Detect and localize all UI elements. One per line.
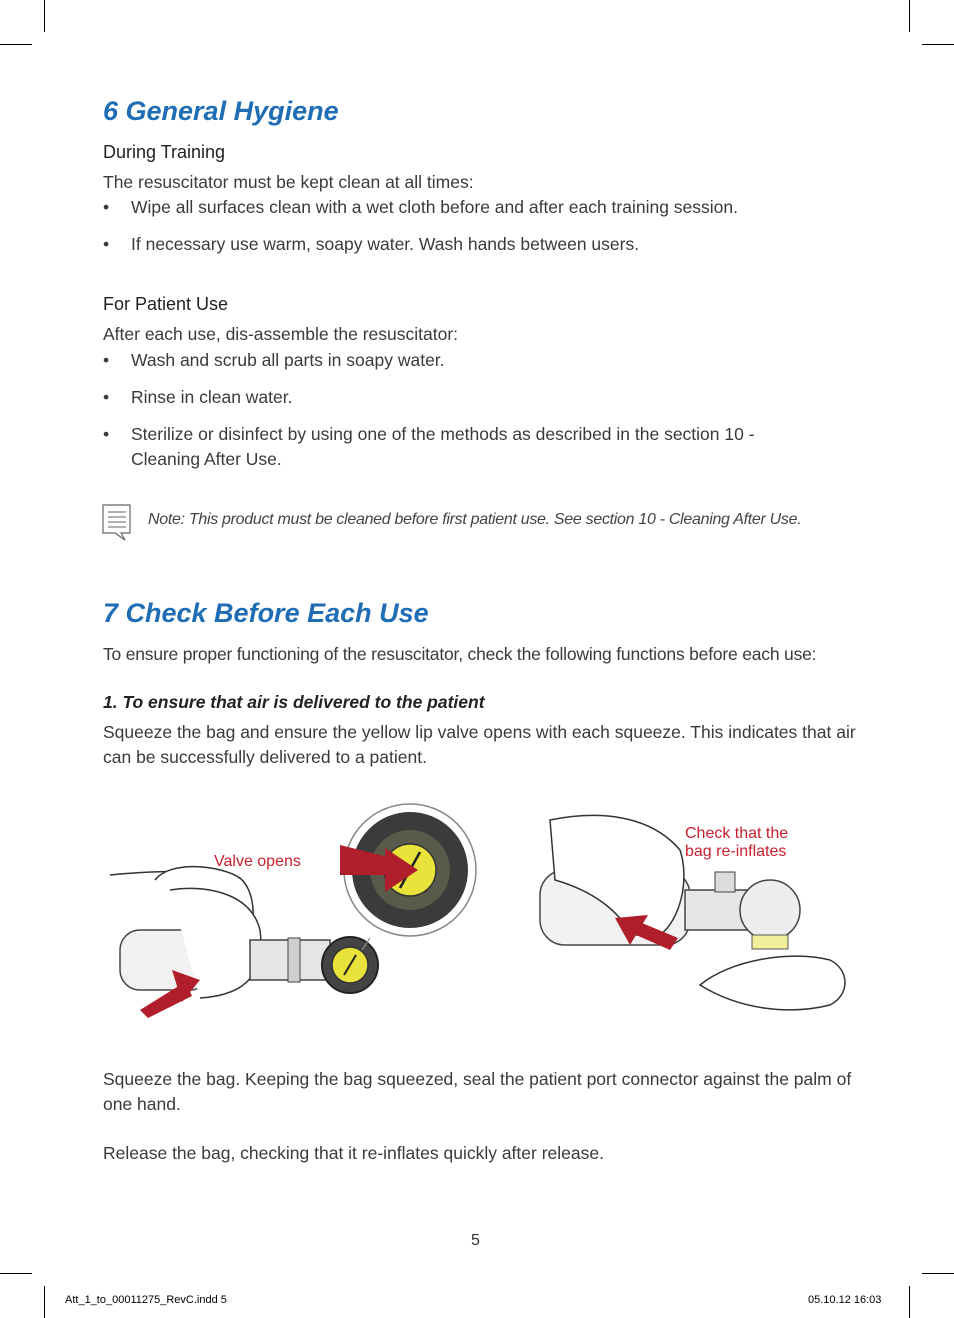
crop-mark bbox=[922, 1273, 954, 1274]
crop-mark bbox=[909, 1286, 910, 1318]
after-text-1: Squeeze the bag. Keeping the bag squeezed, seal the patient port connector against the palm of one hand. bbox=[103, 1069, 852, 1114]
patient-heading: For Patient Use bbox=[103, 294, 229, 314]
list-item bbox=[103, 422, 823, 472]
list-item-text: Rinse in clean water. bbox=[131, 387, 293, 407]
bullet-icon: • bbox=[103, 234, 110, 254]
reinflate-label-line-2: bag re-inflates bbox=[685, 843, 787, 860]
note-icon bbox=[101, 503, 133, 543]
page-number: 5 bbox=[471, 1232, 480, 1249]
bullet-icon: • bbox=[103, 387, 110, 407]
valve-opens-label: Valve opens bbox=[214, 853, 301, 870]
list-item-text: If necessary use warm, soapy water. Wash hands between users. bbox=[131, 234, 640, 254]
step-1-text: Squeeze the bag and ensure the yellow lip valve opens with each squeeze. This indicates that air can be successfully delivered to a patient. bbox=[103, 722, 856, 767]
valve-opens-illustration bbox=[100, 800, 490, 1020]
patient-intro: After each use, dis-assemble the resuscitator: bbox=[103, 324, 459, 344]
note-text: Note: This product must be cleaned before first patient use. See section 10 - Cleaning After Use. bbox=[148, 511, 802, 528]
crop-mark bbox=[909, 0, 910, 32]
after-text-2: Release the bag, checking that it re-inflates quickly after release. bbox=[103, 1143, 604, 1163]
step-1-title: 1. To ensure that air is delivered to the patient bbox=[103, 692, 485, 712]
section-6-title: 6 General Hygiene bbox=[103, 96, 339, 126]
crop-mark bbox=[922, 44, 954, 45]
crop-mark bbox=[44, 0, 45, 32]
reinflate-label bbox=[685, 825, 788, 861]
section-7-title: 7 Check Before Each Use bbox=[103, 598, 429, 628]
training-intro: The resuscitator must be kept clean at all times: bbox=[103, 172, 474, 192]
bullet-icon: • bbox=[103, 350, 110, 370]
footer-timestamp: 05.10.12 16:03 bbox=[808, 1294, 882, 1306]
bullet-icon: • bbox=[103, 197, 110, 217]
bullet-icon: • bbox=[103, 424, 110, 444]
reinflate-label-line-1: Check that the bbox=[685, 825, 789, 842]
list-item-text: Sterilize or disinfect by using one of the methods as described in the section 10 - Cleaning After Use. bbox=[131, 424, 755, 469]
crop-mark bbox=[0, 44, 32, 45]
section-7-intro: To ensure proper functioning of the resuscitator, check the following functions before each use: bbox=[103, 644, 817, 664]
crop-mark bbox=[0, 1273, 32, 1274]
list-item-text: Wash and scrub all parts in soapy water. bbox=[131, 350, 445, 370]
footer-file: Att_1_to_00011275_RevC.indd 5 bbox=[65, 1294, 227, 1306]
training-heading: During Training bbox=[103, 142, 226, 162]
crop-mark bbox=[44, 1286, 45, 1318]
list-item-text: Wipe all surfaces clean with a wet cloth before and after each training session. bbox=[131, 197, 738, 217]
